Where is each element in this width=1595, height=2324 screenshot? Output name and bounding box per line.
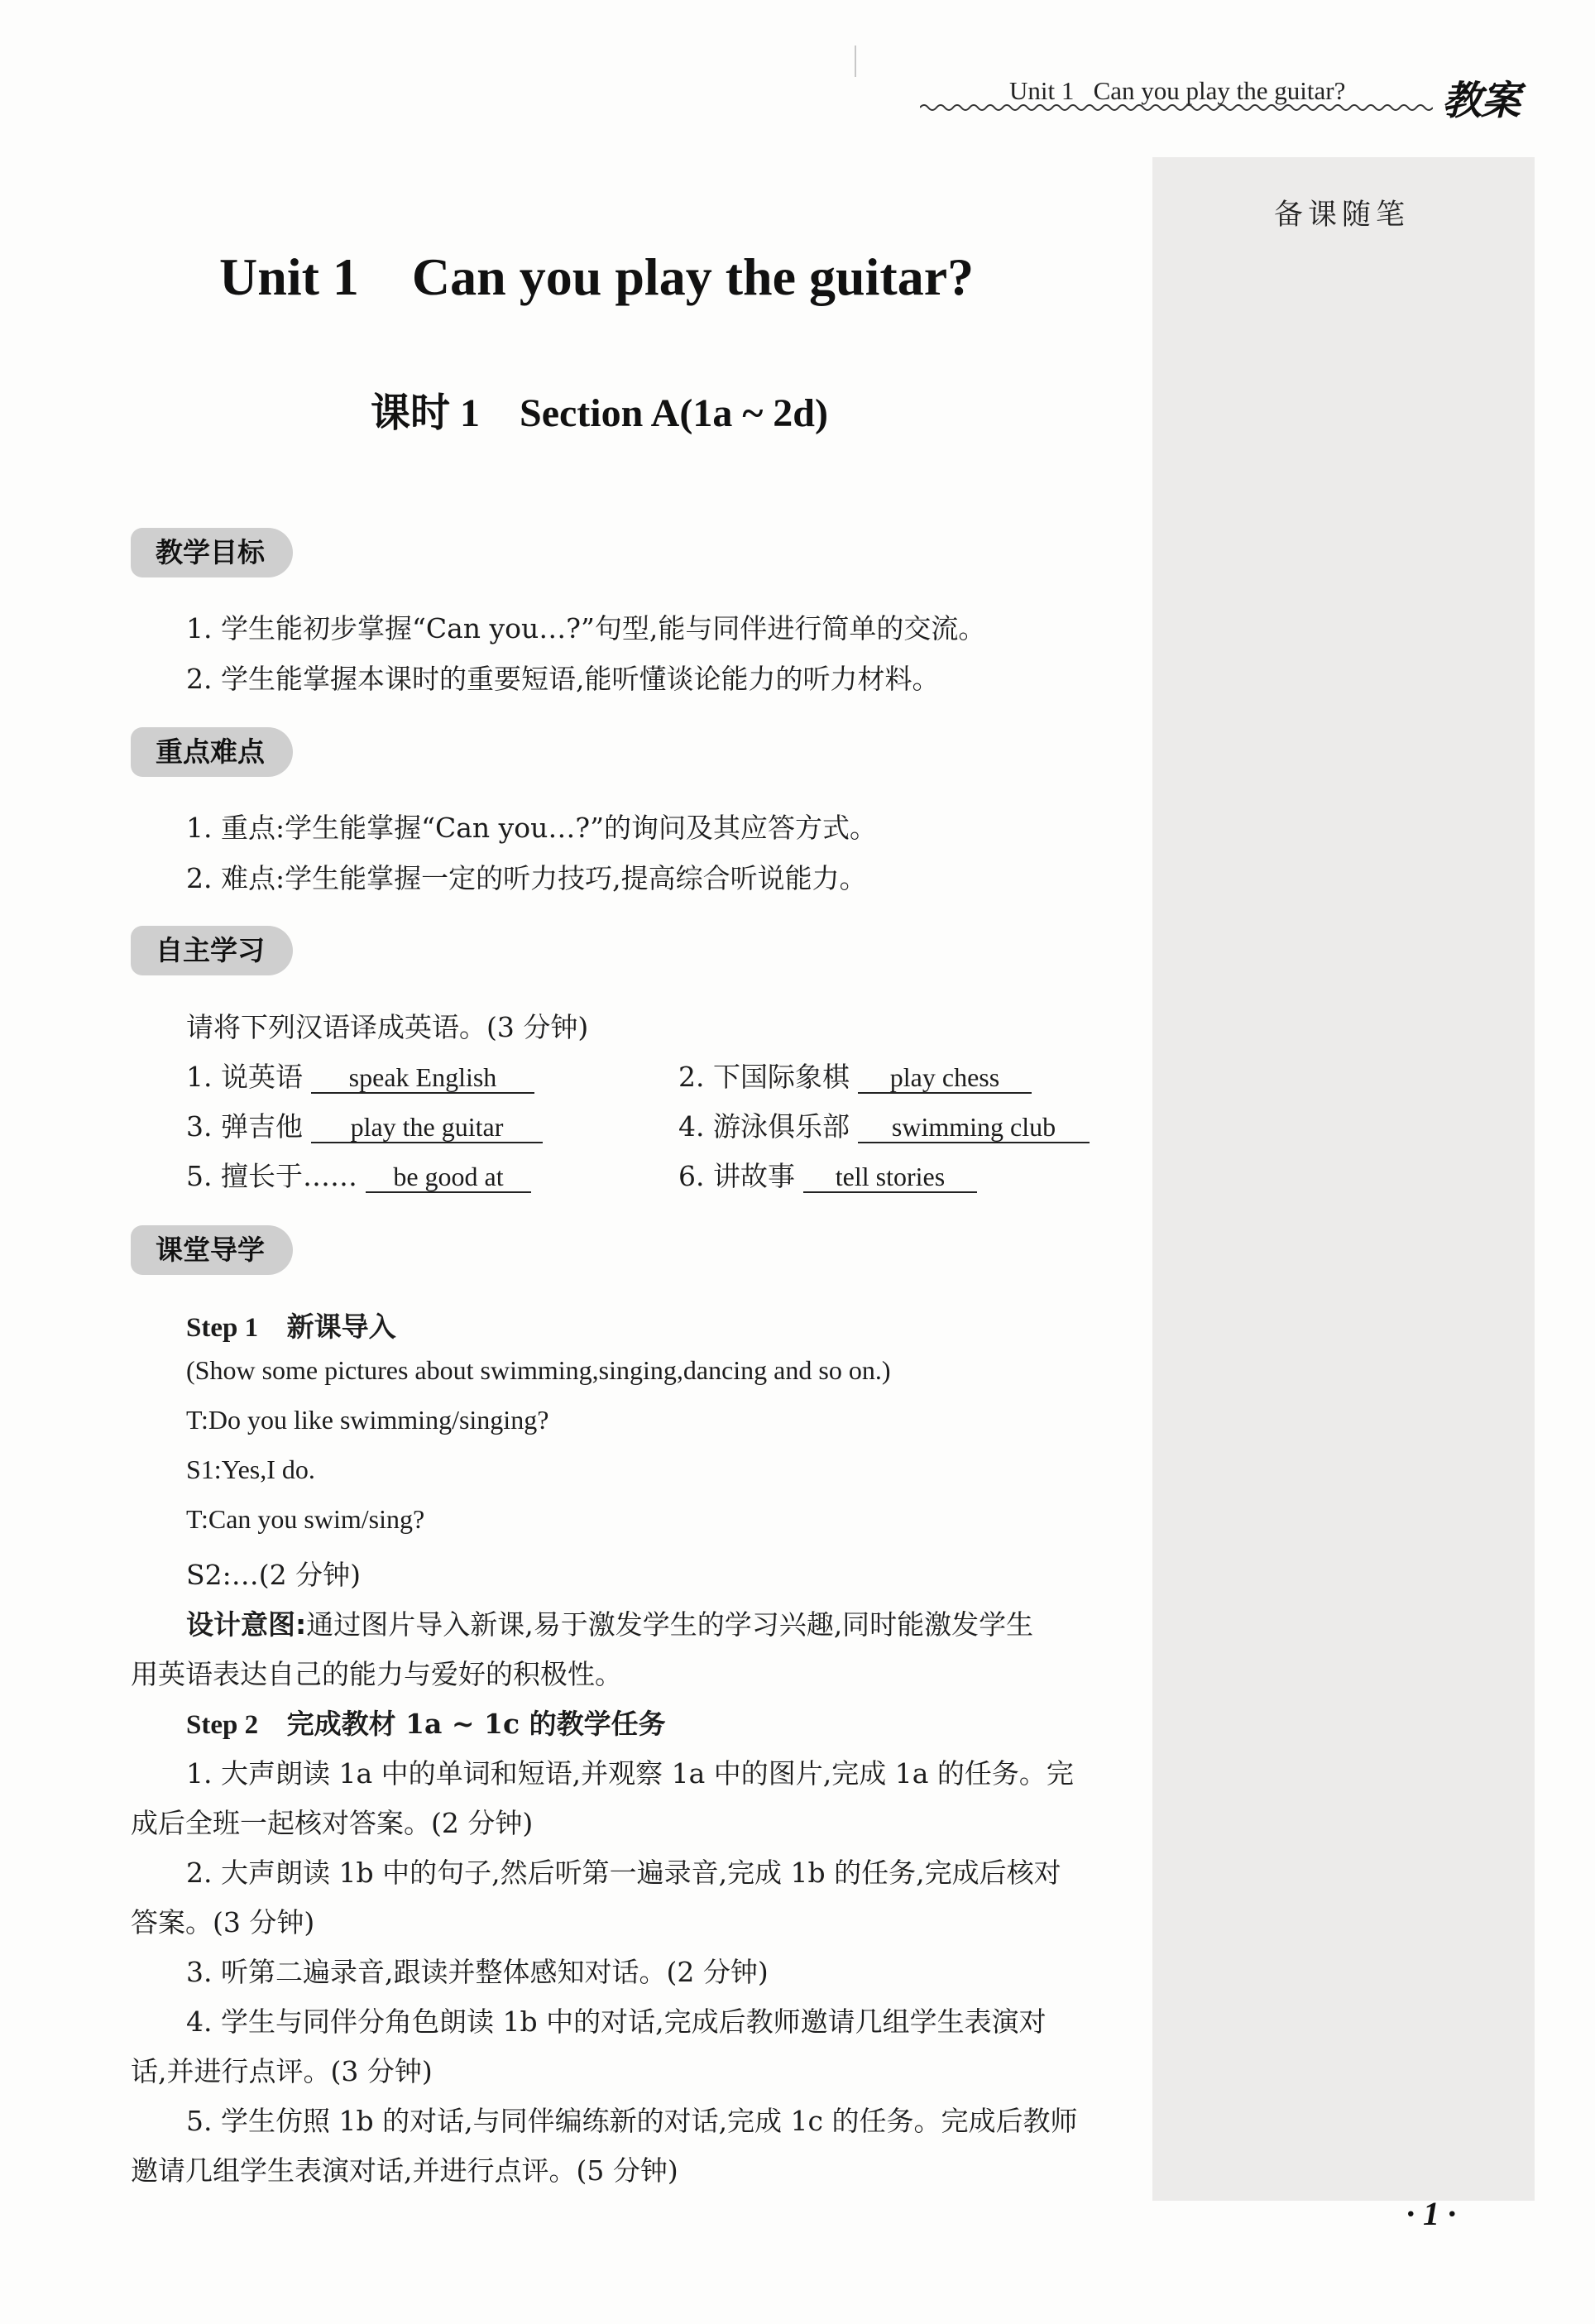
translation-answer: be good at bbox=[366, 1162, 531, 1193]
design-intent-text: 用英语表达自己的能力与爱好的积极性。 bbox=[131, 1658, 622, 1690]
key-point-item: 1. 重点:学生能掌握“Can you…?”的询问及其应答方式。 bbox=[186, 812, 877, 844]
step-label: Step 1 bbox=[186, 1313, 259, 1343]
section-tag-key-points: 重点难点 bbox=[131, 727, 293, 777]
section-tag-objectives: 教学目标 bbox=[131, 528, 293, 577]
step-label: Step 2 bbox=[186, 1710, 259, 1740]
step2-line: 话,并进行点评。(3 分钟) bbox=[131, 2055, 433, 2087]
translation-prompt: 3. 弹吉他 bbox=[186, 1110, 303, 1143]
step1-line: T:Can you swim/sing? bbox=[186, 1504, 425, 1534]
translation-prompt: 4. 游泳俱乐部 bbox=[678, 1110, 850, 1143]
translation-prompt: 5. 擅长于…… bbox=[186, 1160, 357, 1192]
lesson-title: 课时 1 Section A(1a ~ 2d) bbox=[371, 391, 828, 435]
translation-answer: play chess bbox=[858, 1062, 1032, 1094]
key-point-item: 2. 难点:学生能掌握一定的听力技巧,提高综合听说能力。 bbox=[186, 862, 867, 894]
step1-line: S1:Yes,I do. bbox=[186, 1454, 315, 1484]
step2-line: 1. 大声朗读 1a 中的单词和短语,并观察 1a 中的图片,完成 1a 的任务。完 bbox=[186, 1757, 1074, 1790]
translation-answer: speak English bbox=[311, 1062, 534, 1094]
objective-item: 1. 学生能初步掌握“Can you…?”句型,能与同伴进行简单的交流。 bbox=[186, 612, 986, 644]
section-tag-guided-learning: 课堂导学 bbox=[131, 1225, 293, 1275]
brand-logo: 教案 bbox=[1442, 78, 1521, 124]
translation-answer: tell stories bbox=[803, 1162, 977, 1193]
notes-margin-column bbox=[1152, 157, 1535, 2201]
margin-label: 备课随笔 bbox=[1274, 199, 1411, 232]
step2-line: 2. 大声朗读 1b 中的句子,然后听第一遍录音,完成 1b 的任务,完成后核对 bbox=[186, 1857, 1061, 1889]
step-heading bbox=[186, 1703, 666, 1742]
step-heading bbox=[186, 1306, 396, 1344]
translation-pair bbox=[186, 1155, 531, 1194]
step1-line: S2:…(2 分钟) bbox=[186, 1559, 361, 1591]
step2-line: 答案。(3 分钟) bbox=[131, 1906, 315, 1938]
header-wavy-rule bbox=[920, 103, 1433, 113]
step2-line: 邀请几组学生表演对话,并进行点评。(5 分钟) bbox=[131, 2154, 678, 2187]
step2-line: 成后全班一起核对答案。(2 分钟) bbox=[131, 1807, 534, 1839]
design-intent bbox=[186, 1603, 1033, 1642]
unit-title: Unit 1 Can you play the guitar? bbox=[219, 247, 975, 306]
page-number: · 1 · bbox=[1406, 2195, 1456, 2232]
translation-pair bbox=[678, 1105, 1090, 1144]
section-tag-self-study: 自主学习 bbox=[131, 926, 293, 975]
step2-line: 4. 学生与同伴分角色朗读 1b 中的对话,完成后教师邀请几组学生表演对 bbox=[186, 2005, 1047, 2038]
design-intent-label: 设计意图: bbox=[186, 1608, 307, 1641]
translation-answer: swimming club bbox=[858, 1112, 1090, 1143]
step2-line: 3. 听第二遍录音,跟读并整体感知对话。(2 分钟) bbox=[186, 1956, 769, 1988]
translation-pair bbox=[678, 1056, 1032, 1095]
design-intent-text: 通过图片导入新课,易于激发学生的学习兴趣,同时能激发学生 bbox=[306, 1608, 1034, 1641]
gutter-mark bbox=[855, 46, 856, 77]
translation-pair bbox=[678, 1155, 977, 1194]
translation-pair bbox=[186, 1105, 543, 1144]
translation-answer: play the guitar bbox=[311, 1112, 543, 1143]
step-title: 新课导入 bbox=[286, 1311, 396, 1343]
translation-prompt: 1. 说英语 bbox=[186, 1061, 303, 1093]
translation-pair bbox=[186, 1056, 534, 1095]
step-title: 完成教材 1a ~ 1c 的教学任务 bbox=[286, 1708, 666, 1740]
running-header: Unit 1 Can you play the guitar? bbox=[1009, 76, 1346, 105]
step2-line: 5. 学生仿照 1b 的对话,与同伴编练新的对话,完成 1c 的任务。完成后教师 bbox=[186, 2105, 1078, 2137]
objective-item: 2. 学生能掌握本课时的重要短语,能听懂谈论能力的听力材料。 bbox=[186, 663, 940, 695]
self-study-instruction: 请将下列汉语译成英语。(3 分钟) bbox=[186, 1011, 589, 1043]
translation-prompt: 2. 下国际象棋 bbox=[678, 1061, 850, 1093]
step1-line: (Show some pictures about swimming,singing,dancing and so on.) bbox=[186, 1355, 891, 1385]
step1-line: T:Do you like swimming/singing? bbox=[186, 1405, 549, 1435]
translation-prompt: 6. 讲故事 bbox=[678, 1160, 795, 1192]
